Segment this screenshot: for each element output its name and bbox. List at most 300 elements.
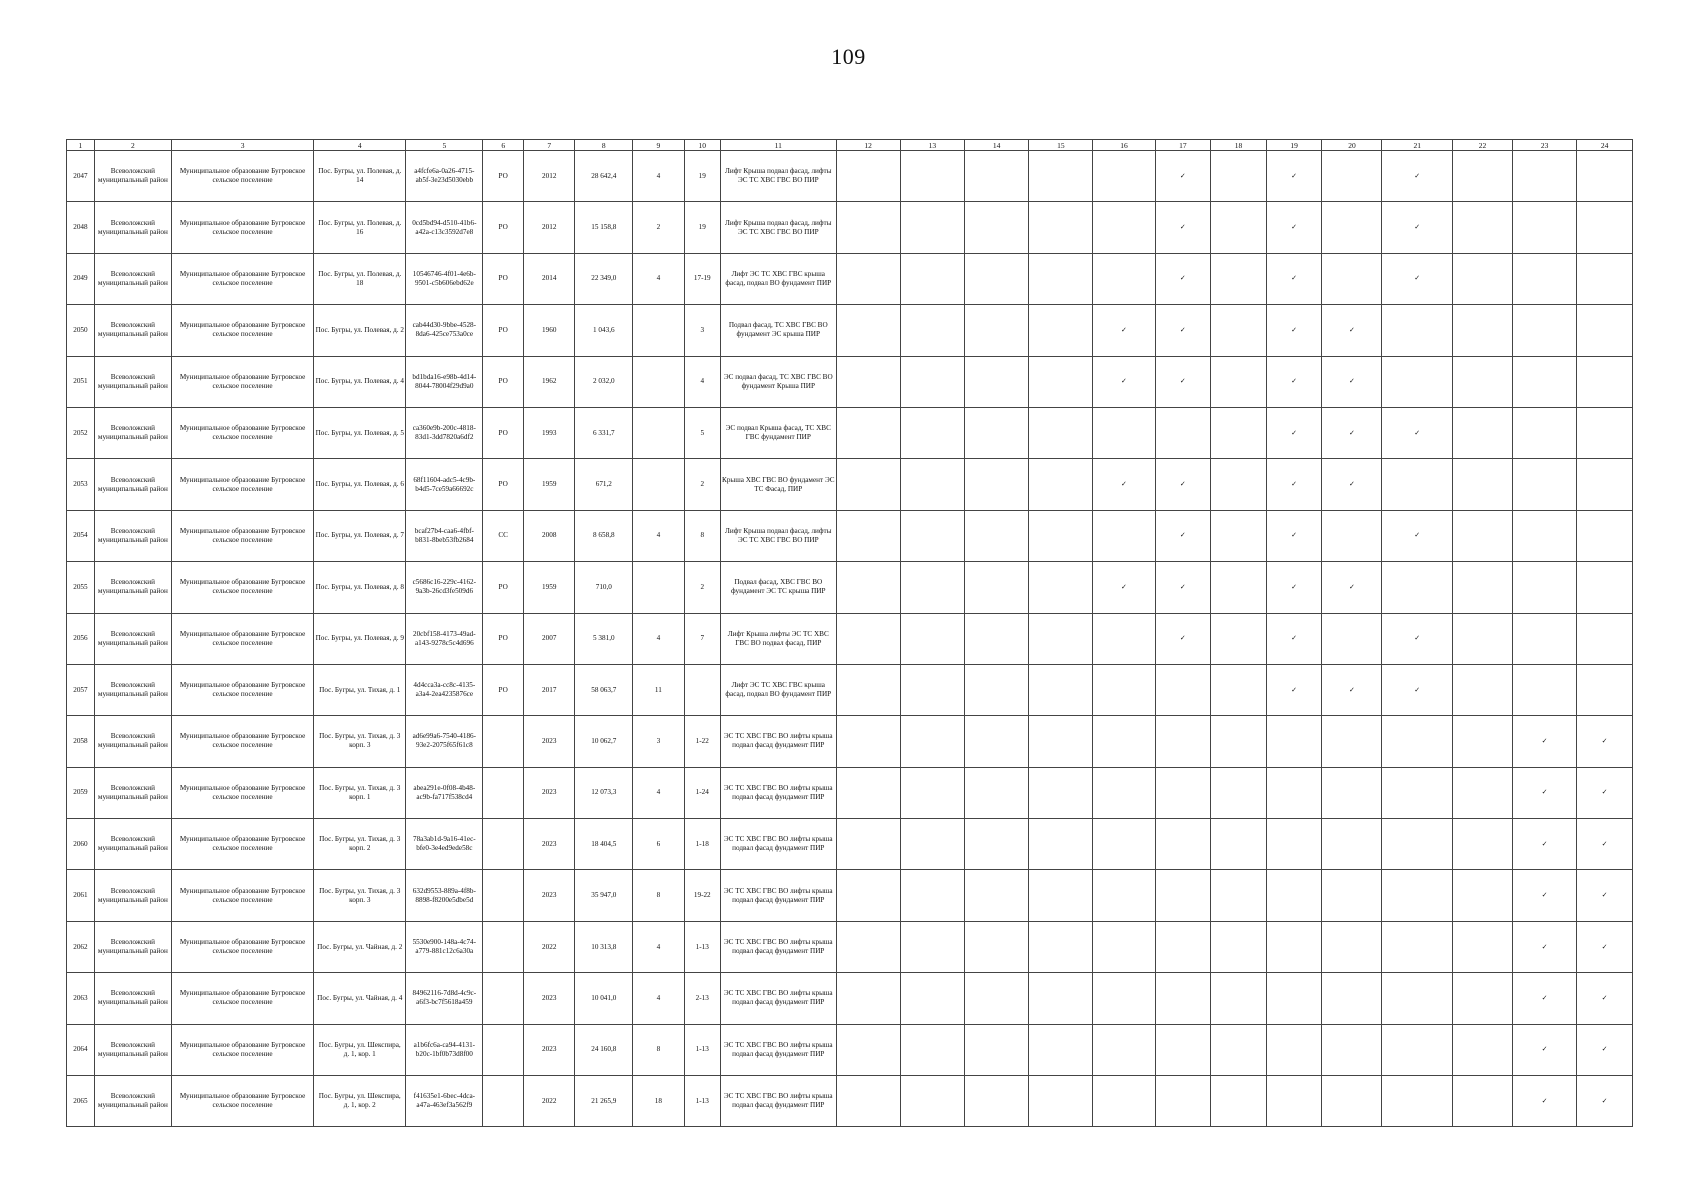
column-number-3: 3 <box>171 140 313 151</box>
check-mark-icon: ✓ <box>1577 870 1633 921</box>
empty-cell <box>1029 1024 1093 1075</box>
works-list-cell: Крыша ХВС ГВС ВО фундамент ЭС ТС Фасад, ПИР <box>720 459 836 510</box>
district-cell: Всеволожский муниципальный район <box>94 921 171 972</box>
empty-cell <box>836 562 900 613</box>
empty-cell <box>1029 253 1093 304</box>
empty-cell <box>1211 151 1267 202</box>
empty-cell <box>1322 921 1382 972</box>
column-10-cell: 1-13 <box>684 1024 720 1075</box>
empty-cell <box>965 613 1029 664</box>
empty-cell <box>1577 202 1633 253</box>
empty-cell <box>900 459 964 510</box>
empty-cell <box>1029 305 1093 356</box>
empty-cell <box>900 664 964 715</box>
empty-cell <box>965 1076 1029 1127</box>
build-year-cell: 2023 <box>524 767 575 818</box>
management-type-cell <box>483 870 524 921</box>
empty-cell <box>965 510 1029 561</box>
empty-cell <box>1322 1024 1382 1075</box>
house-guid-cell: c5686c16-229c-4162-9a3b-26cd3fe509d6 <box>406 562 483 613</box>
column-number-1: 1 <box>67 140 95 151</box>
empty-cell <box>1322 870 1382 921</box>
floors-cell: 8 <box>633 1024 684 1075</box>
column-number-4: 4 <box>314 140 406 151</box>
table-row <box>67 407 1633 458</box>
empty-cell <box>965 253 1029 304</box>
row-number: 2048 <box>67 202 95 253</box>
empty-cell <box>836 510 900 561</box>
district-cell: Всеволожский муниципальный район <box>94 1076 171 1127</box>
total-area-cell: 28 642,4 <box>575 151 633 202</box>
empty-cell <box>965 921 1029 972</box>
empty-cell <box>1029 716 1093 767</box>
column-10-cell: 2 <box>684 562 720 613</box>
row-number: 2060 <box>67 819 95 870</box>
row-number: 2057 <box>67 664 95 715</box>
house-guid-cell: 78a3ab1d-9a16-41ec-bfe0-3e4ed9ede58c <box>406 819 483 870</box>
table-row <box>67 613 1633 664</box>
empty-cell <box>965 407 1029 458</box>
empty-cell <box>836 819 900 870</box>
total-area-cell: 10 313,8 <box>575 921 633 972</box>
empty-cell <box>1211 253 1267 304</box>
total-area-cell: 2 032,0 <box>575 356 633 407</box>
district-cell: Всеволожский муниципальный район <box>94 151 171 202</box>
check-mark-icon: ✓ <box>1266 407 1322 458</box>
management-type-cell: РО <box>483 459 524 510</box>
municipality-cell: Муниципальное образование Бугровское сельское поселение <box>171 459 313 510</box>
district-cell: Всеволожский муниципальный район <box>94 664 171 715</box>
empty-cell <box>1382 305 1453 356</box>
house-guid-cell: 632d9553-889a-4f8b-8898-f8200e5dbe5d <box>406 870 483 921</box>
row-number: 2049 <box>67 253 95 304</box>
floors-cell <box>633 305 684 356</box>
municipality-cell: Муниципальное образование Бугровское сельское поселение <box>171 253 313 304</box>
empty-cell <box>1382 819 1453 870</box>
management-type-cell <box>483 1024 524 1075</box>
municipality-cell: Муниципальное образование Бугровское сельское поселение <box>171 664 313 715</box>
empty-cell <box>1155 664 1211 715</box>
house-guid-cell: 0cd5bd94-d510-41b6-a42a-c13c3592d7e8 <box>406 202 483 253</box>
total-area-cell: 6 331,7 <box>575 407 633 458</box>
column-number-24: 24 <box>1577 140 1633 151</box>
row-number: 2065 <box>67 1076 95 1127</box>
district-cell: Всеволожский муниципальный район <box>94 716 171 767</box>
works-list-cell: ЭС ТС ХВС ГВС ВО лифты крыша подвал фасад фундамент ПИР <box>720 819 836 870</box>
house-guid-cell: 68f11604-adc5-4c9b-b4d5-7ce59a66692c <box>406 459 483 510</box>
total-area-cell: 22 349,0 <box>575 253 633 304</box>
management-type-cell: СС <box>483 510 524 561</box>
empty-cell <box>1453 767 1513 818</box>
empty-cell <box>836 1076 900 1127</box>
address-cell: Пос. Бугры, ул. Полевая, д. 8 <box>314 562 406 613</box>
house-guid-cell: cab44d30-9bbe-4528-8da6-425ce753a0ce <box>406 305 483 356</box>
address-cell: Пос. Бугры, ул. Полевая, д. 18 <box>314 253 406 304</box>
check-mark-icon: ✓ <box>1577 973 1633 1024</box>
check-mark-icon: ✓ <box>1093 562 1155 613</box>
empty-cell <box>1453 1024 1513 1075</box>
empty-cell <box>900 510 964 561</box>
works-list-cell: ЭС ТС ХВС ГВС ВО лифты крыша подвал фасад фундамент ПИР <box>720 973 836 1024</box>
column-10-cell: 17-19 <box>684 253 720 304</box>
column-number-2: 2 <box>94 140 171 151</box>
check-mark-icon: ✓ <box>1266 356 1322 407</box>
floors-cell: 4 <box>633 613 684 664</box>
check-mark-icon: ✓ <box>1093 305 1155 356</box>
empty-cell <box>900 1024 964 1075</box>
empty-cell <box>1513 407 1577 458</box>
empty-cell <box>1155 1076 1211 1127</box>
table-row <box>67 151 1633 202</box>
total-area-cell: 5 381,0 <box>575 613 633 664</box>
empty-cell <box>1211 973 1267 1024</box>
check-mark-icon: ✓ <box>1266 510 1322 561</box>
check-mark-icon: ✓ <box>1155 151 1211 202</box>
build-year-cell: 2023 <box>524 716 575 767</box>
house-guid-cell: bd1bda16-e98b-4d14-8044-78004f29d9a0 <box>406 356 483 407</box>
empty-cell <box>836 716 900 767</box>
row-number: 2059 <box>67 767 95 818</box>
empty-cell <box>836 305 900 356</box>
municipality-cell: Муниципальное образование Бугровское сельское поселение <box>171 305 313 356</box>
management-type-cell <box>483 767 524 818</box>
empty-cell <box>1211 613 1267 664</box>
row-number: 2063 <box>67 973 95 1024</box>
empty-cell <box>836 973 900 1024</box>
empty-cell <box>1155 973 1211 1024</box>
floors-cell: 18 <box>633 1076 684 1127</box>
page-number: 109 <box>831 44 866 69</box>
empty-cell <box>1029 510 1093 561</box>
works-list-cell: ЭС ТС ХВС ГВС ВО лифты крыша подвал фасад фундамент ПИР <box>720 716 836 767</box>
empty-cell <box>1211 870 1267 921</box>
address-cell: Пос. Бугры, ул. Полевая, д. 9 <box>314 613 406 664</box>
check-mark-icon: ✓ <box>1155 202 1211 253</box>
works-list-cell: Лифт Крыша подвал фасад, лифты ЭС ТС ХВС ГВС ВО ПИР <box>720 510 836 561</box>
floors-cell <box>633 407 684 458</box>
empty-cell <box>900 356 964 407</box>
empty-cell <box>900 253 964 304</box>
district-cell: Всеволожский муниципальный район <box>94 305 171 356</box>
empty-cell <box>1382 562 1453 613</box>
column-number-9: 9 <box>633 140 684 151</box>
check-mark-icon: ✓ <box>1513 1024 1577 1075</box>
empty-cell <box>1093 407 1155 458</box>
empty-cell <box>1266 767 1322 818</box>
district-cell: Всеволожский муниципальный район <box>94 767 171 818</box>
works-list-cell: ЭС подвал Крыша фасад, ТС ХВС ГВС фундамент ПИР <box>720 407 836 458</box>
floors-cell: 4 <box>633 253 684 304</box>
empty-cell <box>1513 305 1577 356</box>
empty-cell <box>1322 510 1382 561</box>
empty-cell <box>1093 716 1155 767</box>
empty-cell <box>1266 1076 1322 1127</box>
column-number-13: 13 <box>900 140 964 151</box>
empty-cell <box>836 767 900 818</box>
row-number: 2061 <box>67 870 95 921</box>
empty-cell <box>836 664 900 715</box>
municipality-cell: Муниципальное образование Бугровское сельское поселение <box>171 510 313 561</box>
build-year-cell: 1959 <box>524 459 575 510</box>
house-guid-cell: a4fcfe6a-0a26-4715-ab5f-3e23d5030ebb <box>406 151 483 202</box>
table-row <box>67 562 1633 613</box>
management-type-cell: РО <box>483 407 524 458</box>
total-area-cell: 21 265,9 <box>575 1076 633 1127</box>
column-10-cell: 2 <box>684 459 720 510</box>
check-mark-icon: ✓ <box>1266 613 1322 664</box>
empty-cell <box>1093 664 1155 715</box>
empty-cell <box>1093 973 1155 1024</box>
empty-cell <box>1211 510 1267 561</box>
empty-cell <box>1211 819 1267 870</box>
check-mark-icon: ✓ <box>1093 356 1155 407</box>
empty-cell <box>900 921 964 972</box>
check-mark-icon: ✓ <box>1266 562 1322 613</box>
empty-cell <box>1382 459 1453 510</box>
empty-cell <box>1029 356 1093 407</box>
empty-cell <box>1453 664 1513 715</box>
empty-cell <box>900 716 964 767</box>
municipality-cell: Муниципальное образование Бугровское сельское поселение <box>171 202 313 253</box>
empty-cell <box>836 613 900 664</box>
house-guid-cell: bcaf27b4-caa6-4fbf-b831-8beb53fb2684 <box>406 510 483 561</box>
floors-cell: 4 <box>633 921 684 972</box>
build-year-cell: 2023 <box>524 973 575 1024</box>
empty-cell <box>1029 1076 1093 1127</box>
empty-cell <box>965 356 1029 407</box>
empty-cell <box>1453 151 1513 202</box>
empty-cell <box>1382 870 1453 921</box>
empty-cell <box>1513 510 1577 561</box>
column-10-cell <box>684 664 720 715</box>
empty-cell <box>1453 613 1513 664</box>
empty-cell <box>1513 664 1577 715</box>
check-mark-icon: ✓ <box>1513 870 1577 921</box>
column-10-cell: 3 <box>684 305 720 356</box>
column-number-11: 11 <box>720 140 836 151</box>
total-area-cell: 8 658,8 <box>575 510 633 561</box>
house-guid-cell: 10546746-4f01-4e6b-9501-c5b606ebd62e <box>406 253 483 304</box>
address-cell: Пос. Бугры, ул. Тихая, д. 3 корп. 3 <box>314 870 406 921</box>
table-row <box>67 459 1633 510</box>
empty-cell <box>836 356 900 407</box>
total-area-cell: 18 404,5 <box>575 819 633 870</box>
empty-cell <box>1093 202 1155 253</box>
table-row <box>67 1024 1633 1075</box>
build-year-cell: 2023 <box>524 819 575 870</box>
table-body <box>67 151 1633 1127</box>
build-year-cell: 2008 <box>524 510 575 561</box>
empty-cell <box>1093 613 1155 664</box>
check-mark-icon: ✓ <box>1322 407 1382 458</box>
column-number-16: 16 <box>1093 140 1155 151</box>
total-area-cell: 35 947,0 <box>575 870 633 921</box>
empty-cell <box>836 921 900 972</box>
column-number-12: 12 <box>836 140 900 151</box>
floors-cell <box>633 562 684 613</box>
empty-cell <box>1322 613 1382 664</box>
empty-cell <box>965 305 1029 356</box>
empty-cell <box>1322 819 1382 870</box>
empty-cell <box>1155 921 1211 972</box>
empty-cell <box>1453 510 1513 561</box>
management-type-cell: РО <box>483 613 524 664</box>
check-mark-icon: ✓ <box>1513 819 1577 870</box>
empty-cell <box>1029 459 1093 510</box>
column-number-21: 21 <box>1382 140 1453 151</box>
empty-cell <box>965 562 1029 613</box>
management-type-cell <box>483 973 524 1024</box>
empty-cell <box>1211 1076 1267 1127</box>
table-row <box>67 253 1633 304</box>
column-10-cell: 1-22 <box>684 716 720 767</box>
district-cell: Всеволожский муниципальный район <box>94 870 171 921</box>
column-number-18: 18 <box>1211 140 1267 151</box>
empty-cell <box>1453 305 1513 356</box>
empty-cell <box>900 767 964 818</box>
empty-cell <box>1093 870 1155 921</box>
address-cell: Пос. Бугры, ул. Шекспира, д. 1, кор. 2 <box>314 1076 406 1127</box>
municipality-cell: Муниципальное образование Бугровское сельское поселение <box>171 407 313 458</box>
build-year-cell: 1993 <box>524 407 575 458</box>
column-10-cell: 8 <box>684 510 720 561</box>
address-cell: Пос. Бугры, ул. Шекспира, д. 1, кор. 1 <box>314 1024 406 1075</box>
table-row <box>67 870 1633 921</box>
floors-cell: 2 <box>633 202 684 253</box>
check-mark-icon: ✓ <box>1266 305 1322 356</box>
empty-cell <box>1577 510 1633 561</box>
column-number-row <box>67 140 1633 151</box>
empty-cell <box>1382 973 1453 1024</box>
municipality-cell: Муниципальное образование Бугровское сельское поселение <box>171 973 313 1024</box>
municipality-cell: Муниципальное образование Бугровское сельское поселение <box>171 1076 313 1127</box>
municipality-cell: Муниципальное образование Бугровское сельское поселение <box>171 151 313 202</box>
column-number-8: 8 <box>575 140 633 151</box>
empty-cell <box>1155 870 1211 921</box>
row-number: 2058 <box>67 716 95 767</box>
build-year-cell: 2023 <box>524 870 575 921</box>
empty-cell <box>1211 562 1267 613</box>
address-cell: Пос. Бугры, ул. Тихая, д. 3 корп. 1 <box>314 767 406 818</box>
district-cell: Всеволожский муниципальный район <box>94 562 171 613</box>
empty-cell <box>965 819 1029 870</box>
empty-cell <box>1577 305 1633 356</box>
column-number-5: 5 <box>406 140 483 151</box>
check-mark-icon: ✓ <box>1382 151 1453 202</box>
district-cell: Всеволожский муниципальный район <box>94 253 171 304</box>
total-area-cell: 58 063,7 <box>575 664 633 715</box>
empty-cell <box>965 767 1029 818</box>
empty-cell <box>900 305 964 356</box>
empty-cell <box>1211 459 1267 510</box>
management-type-cell: РО <box>483 202 524 253</box>
column-10-cell: 19-22 <box>684 870 720 921</box>
empty-cell <box>1029 151 1093 202</box>
column-number-10: 10 <box>684 140 720 151</box>
table-row <box>67 716 1633 767</box>
works-list-cell: Лифт ЭС ТС ХВС ГВС крыша фасад, подвал ВО фундамент ПИР <box>720 664 836 715</box>
check-mark-icon: ✓ <box>1382 202 1453 253</box>
table-row <box>67 305 1633 356</box>
empty-cell <box>900 870 964 921</box>
table-row <box>67 664 1633 715</box>
empty-cell <box>1382 921 1453 972</box>
address-cell: Пос. Бугры, ул. Полевая, д. 5 <box>314 407 406 458</box>
works-list-cell: Подвал фасад, ХВС ГВС ВО фундамент ЭС ТС крыша ПИР <box>720 562 836 613</box>
table-row <box>67 356 1633 407</box>
check-mark-icon: ✓ <box>1382 407 1453 458</box>
empty-cell <box>1211 664 1267 715</box>
check-mark-icon: ✓ <box>1513 1076 1577 1127</box>
build-year-cell: 2017 <box>524 664 575 715</box>
empty-cell <box>1155 407 1211 458</box>
floors-cell: 4 <box>633 151 684 202</box>
empty-cell <box>1266 870 1322 921</box>
check-mark-icon: ✓ <box>1577 767 1633 818</box>
empty-cell <box>965 870 1029 921</box>
empty-cell <box>1093 767 1155 818</box>
empty-cell <box>965 716 1029 767</box>
empty-cell <box>1513 613 1577 664</box>
empty-cell <box>900 613 964 664</box>
empty-cell <box>1211 1024 1267 1075</box>
empty-cell <box>1093 1076 1155 1127</box>
municipality-cell: Муниципальное образование Бугровское сельское поселение <box>171 613 313 664</box>
check-mark-icon: ✓ <box>1266 664 1322 715</box>
empty-cell <box>1453 716 1513 767</box>
check-mark-icon: ✓ <box>1266 202 1322 253</box>
column-number-20: 20 <box>1322 140 1382 151</box>
empty-cell <box>1453 459 1513 510</box>
empty-cell <box>900 973 964 1024</box>
empty-cell <box>1029 664 1093 715</box>
row-number: 2056 <box>67 613 95 664</box>
management-type-cell: РО <box>483 305 524 356</box>
check-mark-icon: ✓ <box>1322 664 1382 715</box>
empty-cell <box>1453 356 1513 407</box>
floors-cell: 3 <box>633 716 684 767</box>
total-area-cell: 24 160,8 <box>575 1024 633 1075</box>
district-cell: Всеволожский муниципальный район <box>94 510 171 561</box>
management-type-cell <box>483 716 524 767</box>
empty-cell <box>1453 819 1513 870</box>
total-area-cell: 10 041,0 <box>575 973 633 1024</box>
empty-cell <box>836 1024 900 1075</box>
check-mark-icon: ✓ <box>1322 356 1382 407</box>
check-mark-icon: ✓ <box>1322 562 1382 613</box>
empty-cell <box>1211 921 1267 972</box>
empty-cell <box>1093 921 1155 972</box>
address-cell: Пос. Бугры, ул. Чайная, д. 2 <box>314 921 406 972</box>
column-10-cell: 1-13 <box>684 921 720 972</box>
empty-cell <box>1211 305 1267 356</box>
total-area-cell: 671,2 <box>575 459 633 510</box>
district-cell: Всеволожский муниципальный район <box>94 973 171 1024</box>
empty-cell <box>1382 1024 1453 1075</box>
works-list-cell: Лифт ЭС ТС ХВС ГВС крыша фасад, подвал ВО фундамент ПИР <box>720 253 836 304</box>
address-cell: Пос. Бугры, ул. Полевая, д. 14 <box>314 151 406 202</box>
build-year-cell: 2022 <box>524 921 575 972</box>
column-10-cell: 1-24 <box>684 767 720 818</box>
empty-cell <box>1093 510 1155 561</box>
row-number: 2051 <box>67 356 95 407</box>
empty-cell <box>1155 1024 1211 1075</box>
check-mark-icon: ✓ <box>1382 253 1453 304</box>
empty-cell <box>1577 407 1633 458</box>
empty-cell <box>1382 356 1453 407</box>
empty-cell <box>1266 973 1322 1024</box>
check-mark-icon: ✓ <box>1155 253 1211 304</box>
